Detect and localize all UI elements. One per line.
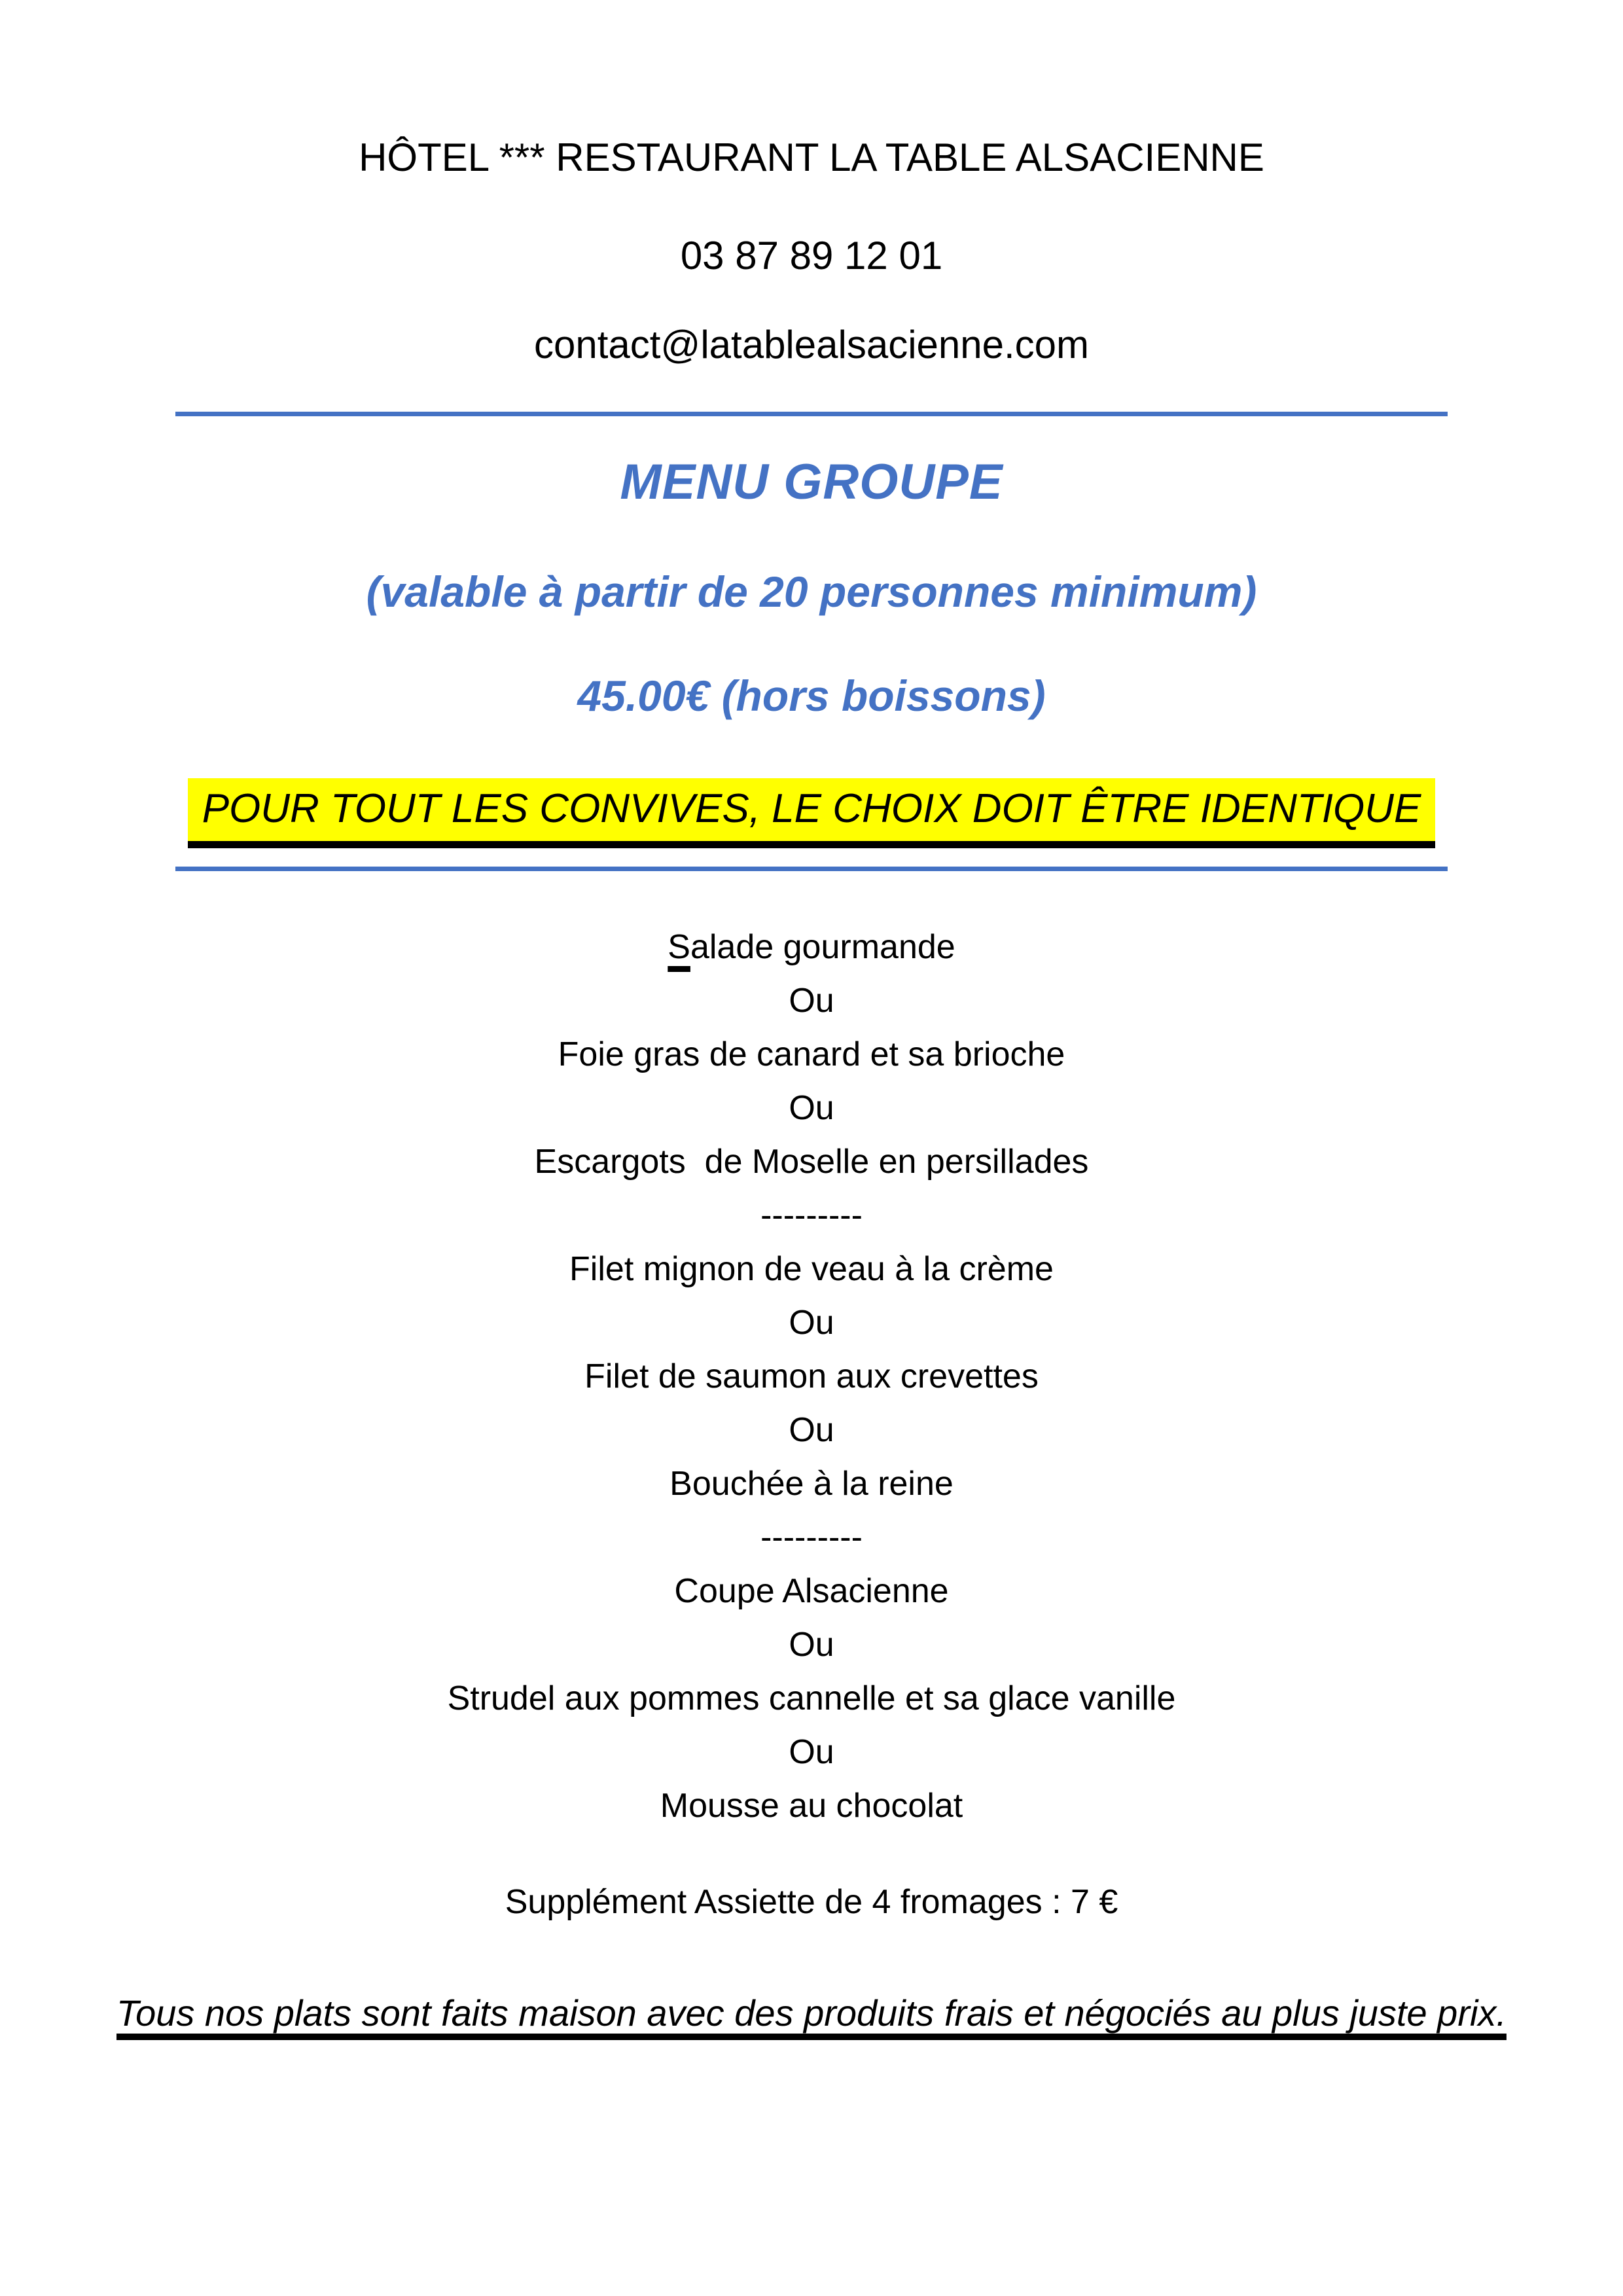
- course-item: Escargots de Moselle en persillades: [534, 1142, 1089, 1181]
- restaurant-header: [175, 134, 1448, 368]
- course-separator-ou: Ou: [789, 1625, 834, 1664]
- menu-condition: (valable à partir de 20 personnes minimum): [366, 567, 1257, 617]
- top-divider-rule: [175, 412, 1448, 416]
- cheese-supplement-line: Supplément Assiette de 4 fromages : 7 €: [505, 1882, 1118, 1921]
- menu-intro-section: [175, 452, 1448, 848]
- course-section-dashes: ---------: [760, 1196, 863, 1234]
- restaurant-email: contact@latablealsacienne.com: [533, 323, 1090, 367]
- middle-divider-rule: [175, 867, 1448, 871]
- homemade-note: Tous nos plats sont faits maison avec des produits frais et négociés au plus juste prix.: [116, 1992, 1507, 2034]
- restaurant-title: HÔTEL *** RESTAURANT LA TABLE ALSACIENNE: [359, 135, 1264, 179]
- restaurant-phone: 03 87 89 12 01: [680, 234, 943, 278]
- courses-list: [175, 920, 1448, 1833]
- course-item: Filet mignon de veau à la crème: [569, 1249, 1054, 1288]
- course-separator-ou: Ou: [789, 1088, 834, 1127]
- course-item-salade: [175, 920, 1448, 974]
- course-item: Coupe Alsacienne: [674, 1571, 949, 1610]
- highlighted-notice-text: POUR TOUT LES CONVIVES, LE CHOIX DOIT ÊTRE IDENTIQUE: [188, 778, 1436, 848]
- menu-group-title: MENU GROUPE: [620, 454, 1003, 510]
- course-separator-ou: Ou: [789, 1732, 834, 1771]
- identical-choice-notice: [175, 778, 1448, 848]
- course-section-dashes: ---------: [760, 1518, 863, 1556]
- course-item: Filet de saumon aux crevettes: [584, 1357, 1039, 1395]
- course-item: Mousse au chocolat: [660, 1786, 963, 1825]
- course-item: Strudel aux pommes cannelle et sa glace vanille: [447, 1679, 1176, 1717]
- menu-price: 45.00€ (hors boissons): [577, 672, 1046, 721]
- underlined-initial: S: [668, 927, 690, 966]
- course-item: Bouchée à la reine: [669, 1464, 954, 1503]
- course-separator-ou: Ou: [789, 1410, 834, 1449]
- course-separator-ou: Ou: [789, 1303, 834, 1342]
- course-separator-ou: Ou: [789, 981, 834, 1020]
- course-item: Foie gras de canard et sa brioche: [558, 1035, 1065, 1073]
- course-item-salade-rest: alade gourmande: [690, 927, 955, 966]
